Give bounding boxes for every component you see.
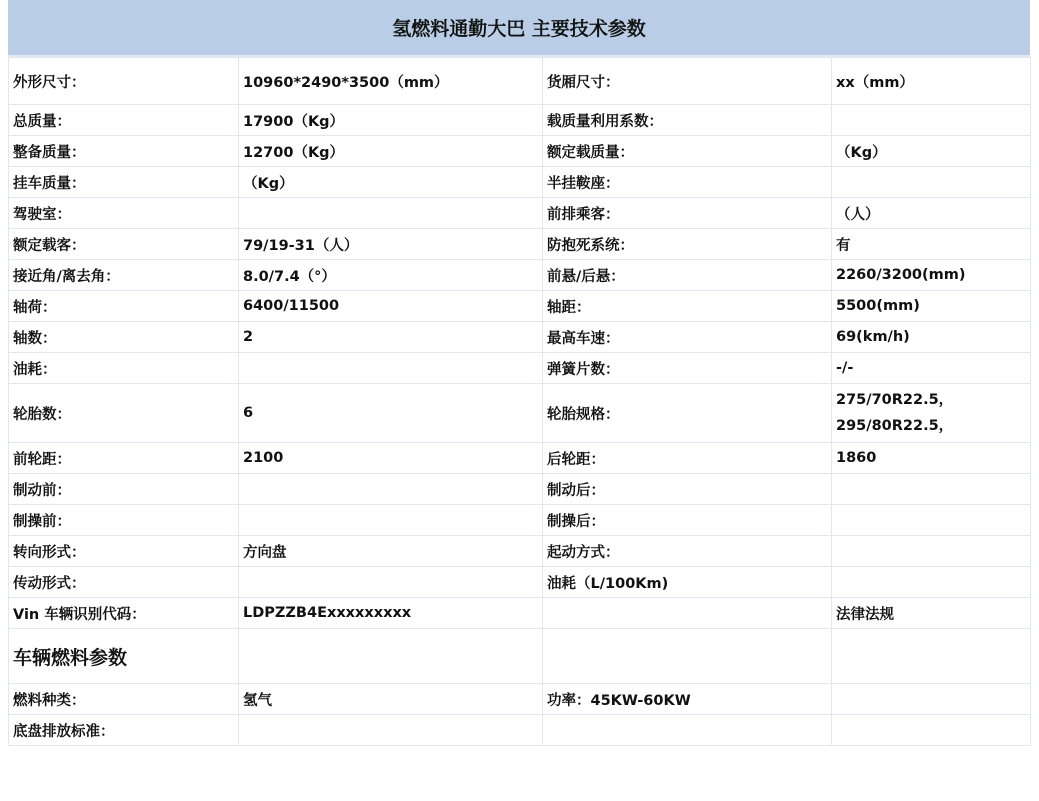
- cell-value: [239, 198, 543, 229]
- cell-label: Vin 车辆识别代码：: [9, 598, 239, 629]
- tire-spec-line-2: 295/80R22.5，: [836, 418, 954, 434]
- cell-value: [832, 474, 1031, 505]
- cell-label: 后轮距：: [543, 443, 832, 474]
- cell-label: 油耗：: [9, 353, 239, 384]
- cell-value: 方向盘: [239, 536, 543, 567]
- cell-label: 起动方式：: [543, 536, 832, 567]
- cell-value: 8.0/7.4（°）: [239, 260, 543, 291]
- cell-label: 传动形式：: [9, 567, 239, 598]
- table-row: [9, 291, 1031, 322]
- cell-value: 1860: [832, 443, 1031, 474]
- section-title: 车辆燃料参数: [9, 629, 239, 684]
- cell-label: 转向形式：: [9, 536, 239, 567]
- cell-label: 前排乘客：: [543, 198, 832, 229]
- cell-label: 外形尺寸：: [9, 58, 239, 105]
- cell-label: 整备质量：: [9, 136, 239, 167]
- table-row: [9, 229, 1031, 260]
- cell-label: 制动后：: [543, 474, 832, 505]
- cell-value: 氢气: [239, 684, 543, 715]
- cell-label: 最高车速：: [543, 322, 832, 353]
- cell-label: [543, 598, 832, 629]
- table-row: [9, 684, 1031, 715]
- table-row: [9, 384, 1031, 443]
- section-header-row: [9, 629, 1031, 684]
- table-row: [9, 260, 1031, 291]
- cell-value: 79/19-31（人）: [239, 229, 543, 260]
- cell-label: 燃料种类：: [9, 684, 239, 715]
- cell-label: 轴荷：: [9, 291, 239, 322]
- cell-label: 接近角/离去角：: [9, 260, 239, 291]
- table-row: [9, 567, 1031, 598]
- table-row: [9, 136, 1031, 167]
- cell-label: [543, 715, 832, 746]
- cell-value: 6: [239, 384, 543, 443]
- table-row: [9, 198, 1031, 229]
- cell-value: xx（mm）: [832, 58, 1031, 105]
- cell-value: LDPZZB4Exxxxxxxxx: [239, 598, 543, 629]
- cell-label: 轴距：: [543, 291, 832, 322]
- cell-value: [239, 567, 543, 598]
- table-row: [9, 322, 1031, 353]
- table-row: [9, 536, 1031, 567]
- cell-label: 弹簧片数：: [543, 353, 832, 384]
- table-row: [9, 353, 1031, 384]
- cell-value: 6400/11500: [239, 291, 543, 322]
- spec-sheet: [8, 0, 1030, 746]
- spec-table: [8, 57, 1031, 746]
- cell-value: -/-: [832, 353, 1031, 384]
- cell-value: 10960*2490*3500（mm）: [239, 58, 543, 105]
- cell-value: 2100: [239, 443, 543, 474]
- cell-value: 2: [239, 322, 543, 353]
- cell-label: 挂车质量：: [9, 167, 239, 198]
- table-row: [9, 105, 1031, 136]
- cell-value: 法律法规: [832, 598, 1031, 629]
- cell-value: （人）: [832, 198, 1031, 229]
- cell-value: [832, 567, 1031, 598]
- cell-value: [832, 536, 1031, 567]
- empty-cell: [832, 629, 1031, 684]
- cell-label: 防抱死系统：: [543, 229, 832, 260]
- spec-table-body: [9, 58, 1031, 746]
- cell-value: （Kg）: [832, 136, 1031, 167]
- cell-label: 前轮距：: [9, 443, 239, 474]
- cell-label: 轮胎规格：: [543, 384, 832, 443]
- tire-spec-line-1: 275/70R22.5，: [836, 392, 954, 408]
- cell-value: [832, 384, 1031, 443]
- cell-value: [239, 353, 543, 384]
- cell-value: [832, 505, 1031, 536]
- cell-label: 总质量：: [9, 105, 239, 136]
- cell-label: 半挂鞍座：: [543, 167, 832, 198]
- cell-label: 制操后：: [543, 505, 832, 536]
- cell-label: 油耗（L/100Km): [543, 567, 832, 598]
- sheet-title: 氢燃料通勤大巴 主要技术参数: [8, 0, 1030, 57]
- cell-value: 17900（Kg）: [239, 105, 543, 136]
- cell-label: 轮胎数：: [9, 384, 239, 443]
- cell-value: 69(km/h): [832, 322, 1031, 353]
- table-row: [9, 505, 1031, 536]
- cell-value: 有: [832, 229, 1031, 260]
- cell-label: 载质量利用系数：: [543, 105, 832, 136]
- cell-label: 货厢尺寸：: [543, 58, 832, 105]
- cell-value: [832, 684, 1031, 715]
- cell-value: （Kg）: [239, 167, 543, 198]
- cell-label: 额定载客：: [9, 229, 239, 260]
- cell-label: 前悬/后悬：: [543, 260, 832, 291]
- table-row: [9, 598, 1031, 629]
- empty-cell: [239, 629, 543, 684]
- cell-value: [239, 474, 543, 505]
- cell-label: 轴数：: [9, 322, 239, 353]
- cell-label: 制操前：: [9, 505, 239, 536]
- cell-value: 5500(mm): [832, 291, 1031, 322]
- empty-cell: [543, 629, 832, 684]
- cell-value: [832, 105, 1031, 136]
- table-row: [9, 58, 1031, 105]
- cell-value: 2260/3200(mm): [832, 260, 1031, 291]
- cell-label: 制动前：: [9, 474, 239, 505]
- table-row: [9, 167, 1031, 198]
- table-row: [9, 474, 1031, 505]
- cell-value: [239, 505, 543, 536]
- cell-label: 额定载质量：: [543, 136, 832, 167]
- cell-label: 底盘排放标准：: [9, 715, 239, 746]
- cell-value: 12700（Kg）: [239, 136, 543, 167]
- cell-value: [832, 715, 1031, 746]
- cell-label: 功率：45KW-60KW: [543, 684, 832, 715]
- cell-value: [239, 715, 543, 746]
- table-row: [9, 443, 1031, 474]
- table-row: [9, 715, 1031, 746]
- cell-label: 驾驶室：: [9, 198, 239, 229]
- cell-value: [832, 167, 1031, 198]
